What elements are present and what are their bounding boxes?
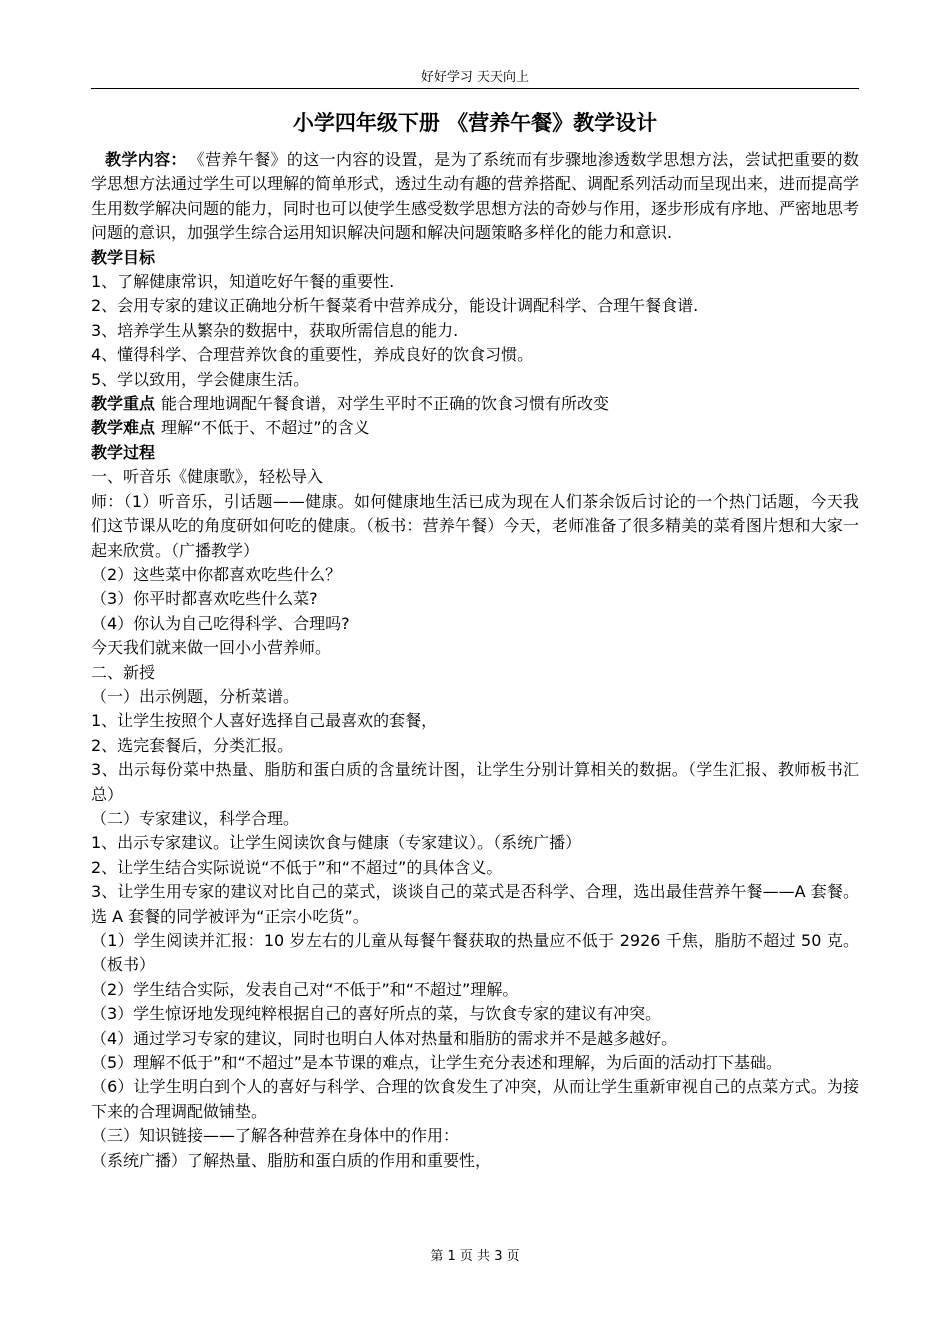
process-line: （4）你认为自己吃得科学、合理吗?	[91, 613, 350, 633]
objectives-heading: 教学目标	[91, 247, 156, 267]
process-line: 师：（1）听音乐，引话题——健康。如何健康地生活已成为现在人们茶余饭后讨论的一个热门话题，今天我们这节课从吃的角度研如何吃的健康。（板书：营养午餐）今天，老师准备了很多精美的菜肴图片想和大家一起来欣赏。（广播教学）	[91, 491, 859, 560]
process-line: （5）理解不低于”和“不超过”是本节课的难点，让学生充分表述和理解，为后面的活动打下基础。	[91, 1053, 783, 1073]
process-line: （二）专家建议，科学合理。	[91, 808, 300, 828]
page-header: 好好学习 天天向上	[420, 70, 530, 85]
focus-line	[91, 392, 859, 416]
difficulty-text: 理解“不低于、不超过”的含义	[161, 418, 370, 438]
focus-label: 教学重点	[91, 394, 156, 414]
difficulty-line	[91, 416, 859, 440]
process-line: 1、出示专家建议。让学生阅读饮食与健康（专家建议）。（系统广播）	[91, 833, 582, 853]
process-line: （2）这些菜中你都喜欢吃些什么？	[91, 564, 342, 584]
focus-text: 能合理地调配午餐食谱，对学生平时不正确的饮食习惯有所改变	[161, 394, 610, 414]
objective-item: 4、懂得科学、合理营养饮食的重要性，养成良好的饮食习惯。	[91, 345, 534, 365]
page-footer: 第 1 页 共 3 页	[430, 1249, 520, 1264]
process-line: （一）出示例题，分析菜谱。	[91, 686, 300, 706]
objectives-list	[91, 270, 859, 392]
process-line: （6）让学生明白到个人的喜好与科学、合理的饮食发生了冲突，从而让学生重新审视自己的点菜方式。为接下来的合理调配做铺垫。	[91, 1077, 859, 1121]
objective-item: 2、会用专家的建议正确地分析午餐菜肴中营养成分，能设计调配科学、合理午餐食谱.	[91, 296, 699, 316]
process-line: 3、出示每份菜中热量、脂肪和蛋白质的含量统计图，让学生分别计算相关的数据。（学生汇报、教师板书汇总）	[91, 760, 859, 804]
process-heading: 教学过程	[91, 442, 156, 462]
objective-item: 5、学以致用，学会健康生活。	[91, 369, 310, 389]
process-line: （1）学生阅读并汇报：10 岁左右的儿童从每餐午餐获取的热量应不低于 2926 千焦，脂肪不超过 50 克。（板书）	[91, 931, 859, 975]
process-line: 一、听音乐《健康歌》，轻松导入	[91, 467, 324, 487]
process-line: 今天我们就来做一回小小营养师。	[91, 638, 332, 658]
process-line: （系统广播）了解热量、脂肪和蛋白质的作用和重要性，	[91, 1150, 492, 1170]
header-divider	[91, 88, 859, 89]
process-line: （3）你平时都喜欢吃些什么菜?	[91, 589, 318, 609]
process-line: （4）通过学习专家的建议，同时也明白人体对热量和脂肪的需求并不是越多越好。	[91, 1028, 678, 1048]
process-line: 2、选完套餐后，分类汇报。	[91, 735, 294, 755]
intro-label: 教学内容：	[105, 150, 187, 169]
process-line: 3、让学生用专家的建议对比自己的菜式，谈谈自己的菜式是否科学、合理，选出最佳营养午餐——A 套餐。选 A 套餐的同学被评为“正宗小吃货”。	[91, 882, 859, 926]
process-line: 1、让学生按照个人喜好选择自己最喜欢的套餐，	[91, 711, 438, 731]
objective-item: 1、了解健康常识，知道吃好午餐的重要性.	[91, 272, 395, 292]
process-line: （2）学生结合实际，发表自己对“不低于”和“不超过”理解。	[91, 979, 519, 999]
intro-text: 《营养午餐》的这一内容的设置，是为了系统而有步骤地渗透数学思想方法，尝试把重要的数学思想方法通过学生可以理解的简单形式，透过生动有趣的营养搭配、调配系列活动而呈现出来，进而提高学生用数学解决问题的能力，同时也可以使学生感受数学思想方法的奇妙与作用，逐步形成有序地、严密地思考问题的意识，加强学生综合运用知识解决问题和解决问题策略多样化的能力和意识.	[91, 150, 860, 243]
document-page	[91, 0, 859, 1344]
document-title: 小学四年级下册 《营养午餐》教学设计	[292, 111, 658, 135]
process-line: 2、让学生结合实际说说“不低于”和“不超过”的具体含义。	[91, 857, 503, 877]
difficulty-label: 教学难点	[91, 418, 156, 438]
process-line: 二、新授	[91, 662, 156, 682]
objective-item: 3、培养学生从繁杂的数据中，获取所需信息的能力.	[91, 320, 459, 340]
intro-paragraph	[91, 148, 859, 246]
process-line: （3）学生惊讶地发现纯粹根据自己的喜好所点的菜，与饮食专家的建议有冲突。	[91, 1004, 662, 1024]
process-line: （三）知识链接——了解各种营养在身体中的作用：	[91, 1126, 460, 1146]
document-body	[91, 148, 859, 1173]
process-list	[91, 465, 859, 1173]
